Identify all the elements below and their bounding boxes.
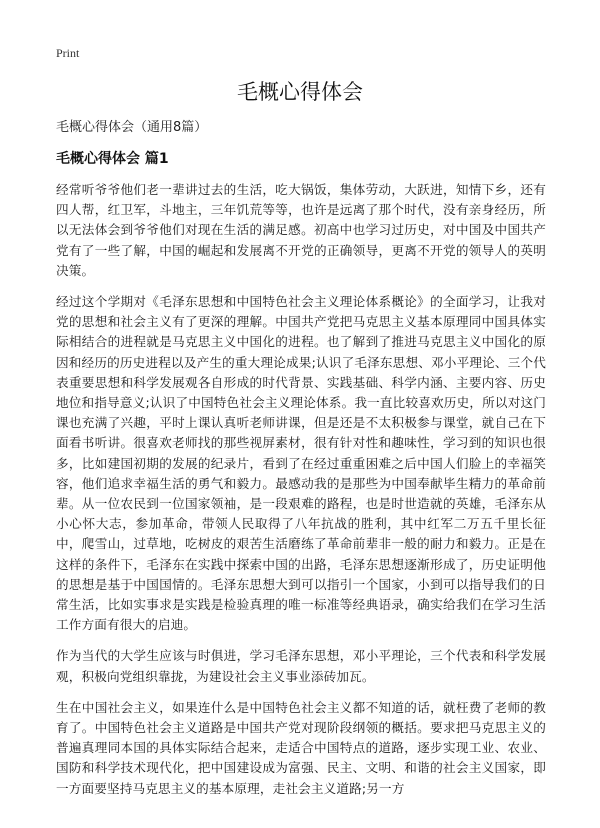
section-heading: 毛概心得体会 篇1 [56, 151, 169, 167]
document-title: 毛概心得体会 [237, 80, 363, 104]
body-text [56, 180, 546, 810]
print-label[interactable]: Print [56, 46, 80, 60]
paragraph-3: 作为当代的大学生应该与时俱进，学习毛泽东思想，邓小平理论，三个代表和科学发展观，积极向党组织靠拢，为建设社会主义事业添砖加瓦。 [56, 648, 546, 684]
paragraph-2: 经过这个学期对《毛泽东思想和中国特色社会主义理论体系概论》的全面学习，让我对党的思想和社会主义有了更深的理解。中国共产党把马克思主义基本原理同中国具体实际相结合的进程就是马克思主义中国化的进程。也了解到了推进马克思主义中国化的原因和经历的历史进程以及产生的重大理论成果;认识了毛泽东思想、邓小平理论、三个代表重要思想和科学发展观各自形成的时代背景、实践基础、科学内涵、主要内容、历史地位和指导意义;认识了中国特色社会主义理论体系。我一直比较喜欢历史，所以对这门课也充满了兴趣，平时上课认真听老师讲课，但是还是不太积极参与课堂，就自己在下面看书听讲。很喜欢老师找的那些视屏素材，很有针对性和趣味性，学习到的知识也很多，比如建国初期的发展的纪录片，看到了在经过重重困难之后中国人们脸上的幸福笑容，他们追求幸福生活的勇气和毅力。最感动我的是那些为中国奉献毕生精力的革命前辈。从一位农民到一位国家领袖，是一段艰难的路程，也是时世造就的英雄，毛泽东从小心怀大志，参加革命，带领人民取得了八年抗战的胜利，其中红军二万五千里长征中，爬雪山，过草地，吃树皮的艰苦生活磨练了革命前辈非一般的耐力和毅力。正是在这样的条件下，毛泽东在实践中探索中国的出路，毛泽东思想逐渐形成了，历史证明他的思想是基于中国国情的。毛泽东思想大到可以指引一个国家，小到可以指导我们的日常生活，比如实事求是实践是检验真理的唯一标准等经典语录，确实给我们在学习生活工作方面有很大的启迪。 [56, 294, 546, 633]
paragraph-1: 经常听爷爷他们老一辈讲过去的生活，吃大锅饭，集体劳动，大跃进，知情下乡，还有四人帮，红卫军，斗地主，三年饥荒等等，也许是远离了那个时代，没有亲身经历，所以无法体会到爷爷他们对现在生活的满足感。初高中也学习过历史，对中国及中国共产党有了一些了解，中国的崛起和发展离不开党的正确领导，更离不开党的领导人的英明决策。 [56, 182, 546, 278]
paragraph-4: 生在中国社会主义，如果连什么是中国特色社会主义都不知道的话，就枉费了老师的教育了。中国特色社会主义道路是中国共产党对现阶段纲领的概括。要求把马克思主义的普遍真理同本国的具体实际结合起来，走适合中国特点的道路，逐步实现工业、农业、国防和科学技术现代化，把中国建设成为富强、民主、文明、和谐的社会主义国家，即一方面要坚持马克思主义的基本原理，走社会主义道路;另一方 [56, 699, 546, 796]
document-subtitle: 毛概心得体会（通用8篇） [56, 120, 208, 135]
